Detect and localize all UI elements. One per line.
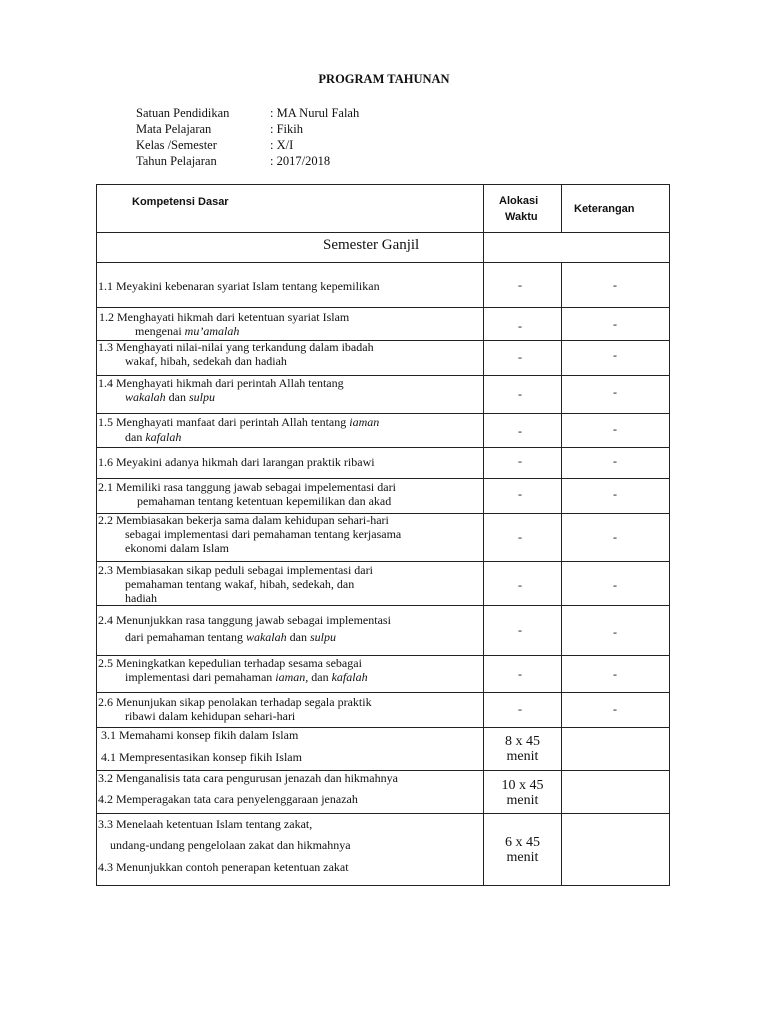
- keterangan-value: -: [613, 385, 617, 399]
- keterangan-value: -: [613, 578, 617, 592]
- kd-row-2-6-cont: ribawi dalam kehidupan sehari-hari: [125, 709, 296, 723]
- kd-row-2-2-cont: sebagai implementasi dari pemahaman tentang kerjasama: [125, 527, 402, 541]
- kd-row-2-3-cont: pemahaman tentang wakaf, hibah, sedekah, dan: [125, 577, 355, 591]
- info-value-mapel: : Fikih: [270, 122, 303, 136]
- kd-row-2-4-cont: dari pemahaman tentang wakalah dan sulpu: [125, 630, 336, 644]
- info-label-mapel: Mata Pelajaran: [136, 122, 212, 136]
- kd-row-1-2-cont: mengenai mu’amalah: [135, 324, 240, 338]
- alokasi-value: -: [518, 424, 522, 438]
- kd-row-1-3-cont: wakaf, hibah, sedekah dan hadiah: [125, 354, 287, 368]
- alokasi-value: -: [518, 623, 522, 637]
- kd-row-2-1-cont: pemahaman tentang ketentuan kepemilikan dan akad: [137, 494, 392, 508]
- kd-row-1-4: 1.4 Menghayati hikmah dari perintah Allah tentang: [98, 376, 344, 390]
- header-kompetensi-dasar: Kompetensi Dasar: [132, 196, 229, 208]
- info-value-satuan: : MA Nurul Falah: [270, 106, 360, 120]
- header-waktu: Waktu: [505, 211, 538, 223]
- keterangan-value: -: [613, 702, 617, 716]
- kd-row-2-3-cont: hadiah: [125, 591, 157, 605]
- row-divider: [97, 478, 670, 479]
- header-alokasi: Alokasi: [499, 195, 539, 207]
- keterangan-value: -: [613, 625, 617, 639]
- alokasi-value: 8 x 45: [505, 734, 540, 749]
- document-title: PROGRAM TAHUNAN: [318, 72, 450, 86]
- alokasi-value: 10 x 45: [501, 778, 544, 793]
- alokasi-value: -: [518, 702, 522, 716]
- kd-row-2-5: 2.5 Meningkatkan kepedulian terhadap sesama sebagai: [98, 656, 362, 670]
- row-divider: [97, 561, 670, 562]
- alokasi-value: -: [518, 667, 522, 681]
- alokasi-unit: menit: [506, 749, 539, 764]
- column-divider: [561, 262, 562, 886]
- kd-row-2-6: 2.6 Menunjukan sikap penolakan terhadap segala praktik: [98, 695, 372, 709]
- alokasi-unit: menit: [506, 850, 539, 865]
- alokasi-value: -: [518, 387, 522, 401]
- kd-row-4-3: 4.3 Menunjukkan contoh penerapan ketentuan zakat: [98, 860, 349, 874]
- kd-row-2-2: 2.2 Membiasakan bekerja sama dalam kehidupan sehari-hari: [98, 513, 389, 527]
- row-divider: [97, 262, 670, 263]
- row-divider: [97, 605, 670, 606]
- keterangan-value: -: [613, 422, 617, 436]
- keterangan-value: -: [613, 487, 617, 501]
- kd-row-2-4: 2.4 Menunjukkan rasa tanggung jawab sebagai implementasi: [98, 613, 391, 627]
- keterangan-value: -: [613, 278, 617, 292]
- alokasi-value: 6 x 45: [505, 835, 540, 850]
- info-value-kelas: : X/I: [270, 138, 294, 152]
- alokasi-value: -: [518, 454, 522, 468]
- kd-row-2-2-cont: ekonomi dalam Islam: [125, 541, 229, 555]
- keterangan-value: -: [613, 317, 617, 331]
- row-divider: [97, 813, 670, 814]
- info-label-tahun: Tahun Pelajaran: [136, 154, 217, 168]
- kd-row-2-3: 2.3 Membiasakan sikap peduli sebagai implementasi dari: [98, 563, 373, 577]
- keterangan-value: -: [613, 530, 617, 544]
- kd-row-1-4-cont: wakalah dan sulpu: [125, 390, 216, 404]
- info-value-tahun: : 2017/2018: [270, 154, 331, 168]
- keterangan-value: -: [613, 348, 617, 362]
- kd-row-1-1: 1.1 Meyakini kebenaran syariat Islam tentang kepemilikan: [98, 279, 380, 293]
- kd-row-1-5-cont: dan kafalah: [125, 430, 182, 444]
- row-divider: [97, 307, 670, 308]
- kd-row-3-3: 3.3 Menelaah ketentuan Islam tentang zakat,: [98, 817, 313, 831]
- kd-row-1-3: 1.3 Menghayati nilai-nilai yang terkandung dalam ibadah: [98, 340, 374, 354]
- alokasi-value: -: [518, 350, 522, 364]
- kd-row-3-2: 3.2 Menganalisis tata cara pengurusan jenazah dan hikmahnya: [98, 771, 398, 785]
- alokasi-unit: menit: [506, 793, 539, 808]
- row-divider: [97, 232, 670, 233]
- kd-row-1-6: 1.6 Meyakini adanya hikmah dari larangan praktik ribawi: [98, 455, 375, 469]
- alokasi-value: -: [518, 278, 522, 292]
- alokasi-value: -: [518, 487, 522, 501]
- alokasi-value: -: [518, 319, 522, 333]
- kd-row-1-2: 1.2 Menghayati hikmah dari ketentuan syariat Islam: [99, 310, 350, 324]
- row-divider: [97, 413, 670, 414]
- keterangan-value: -: [613, 454, 617, 468]
- alokasi-value: -: [518, 578, 522, 592]
- row-divider: [97, 692, 670, 693]
- kd-row-2-1: 2.1 Memiliki rasa tanggung jawab sebagai impelementasi dari: [98, 480, 396, 494]
- kd-row-1-5: 1.5 Menghayati manfaat dari perintah Allah tentang iaman: [98, 415, 380, 429]
- semester-label: Semester Ganjil: [323, 237, 420, 253]
- info-label-satuan: Satuan Pendidikan: [136, 106, 230, 120]
- kd-row-3-3-cont: undang-undang pengelolaan zakat dan hikmahnya: [110, 838, 351, 852]
- kd-row-2-5-cont: implementasi dari pemahaman iaman, dan kafalah: [125, 670, 368, 684]
- program-table: [96, 184, 670, 886]
- row-divider: [97, 447, 670, 448]
- kd-row-4-2: 4.2 Memperagakan tata cara penyelenggaraan jenazah: [98, 792, 358, 806]
- info-label-kelas: Kelas /Semester: [136, 138, 217, 152]
- column-divider: [561, 185, 562, 232]
- alokasi-value: -: [518, 530, 522, 544]
- keterangan-value: -: [613, 667, 617, 681]
- kd-row-4-1: 4.1 Mempresentasikan konsep fikih Islam: [101, 750, 302, 764]
- kd-row-3-1: 3.1 Memahami konsep fikih dalam Islam: [101, 728, 299, 742]
- header-keterangan: Keterangan: [574, 203, 635, 215]
